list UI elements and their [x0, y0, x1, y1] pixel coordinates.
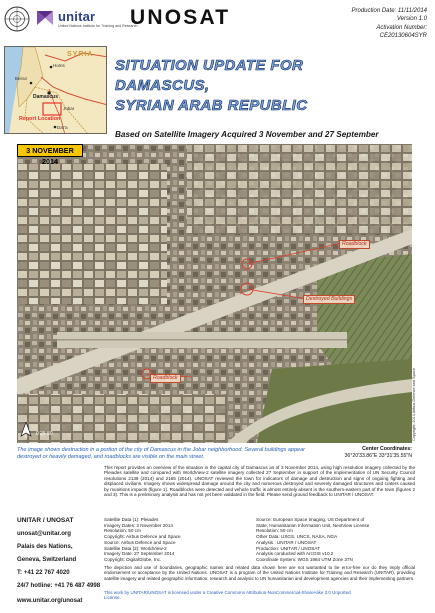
source-line: Analysis : UNITAR / UNOSAT: [256, 539, 317, 545]
report-paragraph: This report provides an overview of the situation in the capital city of Damascus as of 3 November 2014, using high resolution imagery collected by the Pleiades satellite and compared with WorldView-2 satellite imagery collected 27 September in support of the implementation of UN Security Council resolutions 2139 (2014) and 2165 (2014). UNOSAT reviewed the town for indicators of damage and destruction and signs of ongoing fighting and displaced civilians. Imagery shows widespread damage around the city and numerous destroyed and severely damaged structures and craters caused by munitions impacts (figure 1). Roadblocks were detected and vehicle traffic is almost entirely absent in the southern-eastern part of the town (figures 2 and 3). This is a preliminary analysis and has not yet been validated in the field. Please send ground feedback to UNITAR / UNOSAT.: [104, 465, 415, 498]
sources-right: [256, 517, 369, 563]
source-line: Resolution: 50 cm: [104, 528, 141, 534]
contact-address-line-2: Geneva, Switzerland: [17, 556, 77, 563]
unitar-logo-icon: [34, 8, 56, 28]
source-line: Imagery Dates: 3 November 2014: [104, 522, 173, 528]
unitar-name: unitar: [58, 9, 96, 24]
un-emblem-icon: [4, 6, 30, 32]
satellite-image: [17, 144, 412, 443]
svg-text:N: N: [24, 434, 28, 438]
title-line-3: SYRIAN ARAB REPUBLIC: [115, 97, 308, 114]
activation-code: CE20130604SYR: [379, 33, 427, 40]
source-line: Imagery Date: 27 September 2014: [104, 551, 175, 557]
production-meta: [352, 7, 428, 41]
source-line: State, Humanitarian Information Unit, NextView License: [256, 522, 370, 528]
version: Version 1.0: [396, 16, 427, 23]
scale-bar: 0 25 50: [36, 431, 53, 437]
inset-country-label: SYRIA: [67, 51, 94, 58]
contact-telephone: T: +41 22 767 4020: [17, 569, 70, 576]
image-copyright: Copyright: 2014 Airbus Defence and Space: [412, 368, 416, 441]
north-arrow-icon: [20, 422, 32, 438]
inset-city-homs: Homs: [53, 63, 65, 68]
unitar-subtitle: United Nations Institute for Training and Research: [58, 24, 138, 28]
center-coordinates: [344, 446, 412, 459]
source-line: Satellite Data (1): Pleiades: [104, 517, 159, 522]
source-line: Source: Airbus Defence and Space: [104, 539, 176, 545]
source-line: Other Data: USGS, UNCS, NASA, NGA: [256, 534, 338, 540]
disclaimer: The depiction and use of boundaries, geographic names and related data shown here are not warranted to be error-free nor do they imply official endorsement or acceptance by the United Nations. UNOSAT is a program of the United Nations Institute for Training and Research (UNITAR), providing satellite imagery and related geographic information, research and analysis to UN humanitarian and development agencies and their implementing partners.: [104, 565, 415, 581]
callout-destroyed-buildings: Destroyed Buildings: [303, 295, 355, 304]
inset-city-jobar: Jobar: [63, 106, 75, 111]
title-line-1: SITUATION UPDATE FOR: [115, 57, 304, 74]
inset-city-dara: Dar'a: [57, 125, 68, 130]
activation-number: Activation Number:: [376, 24, 427, 31]
unosat-name: UNOSAT: [130, 6, 231, 29]
contact-address-line-1: Palais des Nations,: [17, 543, 73, 550]
image-date-tag: 3 NOVEMBER 2014: [17, 144, 83, 157]
source-line: Resolution: 50 cm: [256, 528, 293, 534]
image-caption: The image shows destruction in a portion of the city of Damascus in the Jobar neighborhood. Several buildings appear destroyed or heavily damaged, and roadblocks are visible on the main street.: [17, 447, 306, 460]
inset-city-damascus: Damascus: [33, 94, 59, 100]
inset-map: [4, 46, 107, 134]
subtitle: Based on Satellite Imagery Acquired 3 November and 27 September: [115, 130, 379, 139]
source-line: Production: UNITAR / UNOSAT: [256, 545, 320, 551]
center-coordinates-value: 36°20'33.86"E 33°31'35.55"N: [344, 452, 412, 459]
source-line: Analysis conducted with ArcGIS v10.2: [256, 551, 334, 557]
source-line: Coordinate System: WGS 1984 UTM Zone 37N: [256, 556, 353, 562]
callout-roadblock-1: Roadblock: [339, 240, 370, 249]
center-coordinates-label: Center Coordinates:: [362, 446, 412, 452]
contact-website[interactable]: www.unitar.org/unosat: [17, 597, 83, 604]
inset-city-beirut: Beirut: [15, 76, 27, 81]
inset-report-location: Report Location: [19, 116, 61, 122]
source-line: Copyright: DigitalGlobe, Inc.: [104, 556, 162, 562]
source-line: Satellite Data (2): WorldView-2: [104, 545, 167, 551]
title-line-2: DAMASCUS,: [115, 77, 210, 94]
source-line: Copyright: Airbus Defence and Space: [104, 534, 181, 540]
satellite-image-graphic: [17, 144, 412, 443]
callout-roadblock-2: Roadblock: [150, 374, 181, 383]
sources-left: [104, 517, 181, 563]
contact-email[interactable]: unosat@unitar.org: [17, 530, 72, 537]
contact-hotline: 24/7 hotline: +41 76 487 4998: [17, 582, 101, 589]
license[interactable]: This work by UNITAR/UNOSAT is licensed under a Creative Commons Attribution-NonCommercial-ShareAlike 3.0 Unported License.: [104, 590, 351, 601]
contact-org: UNITAR / UNOSAT: [17, 517, 74, 524]
production-date: Production Date: 11/11/2014: [351, 8, 427, 14]
source-line: Source: European Space Imaging, US Department of: [256, 517, 365, 522]
